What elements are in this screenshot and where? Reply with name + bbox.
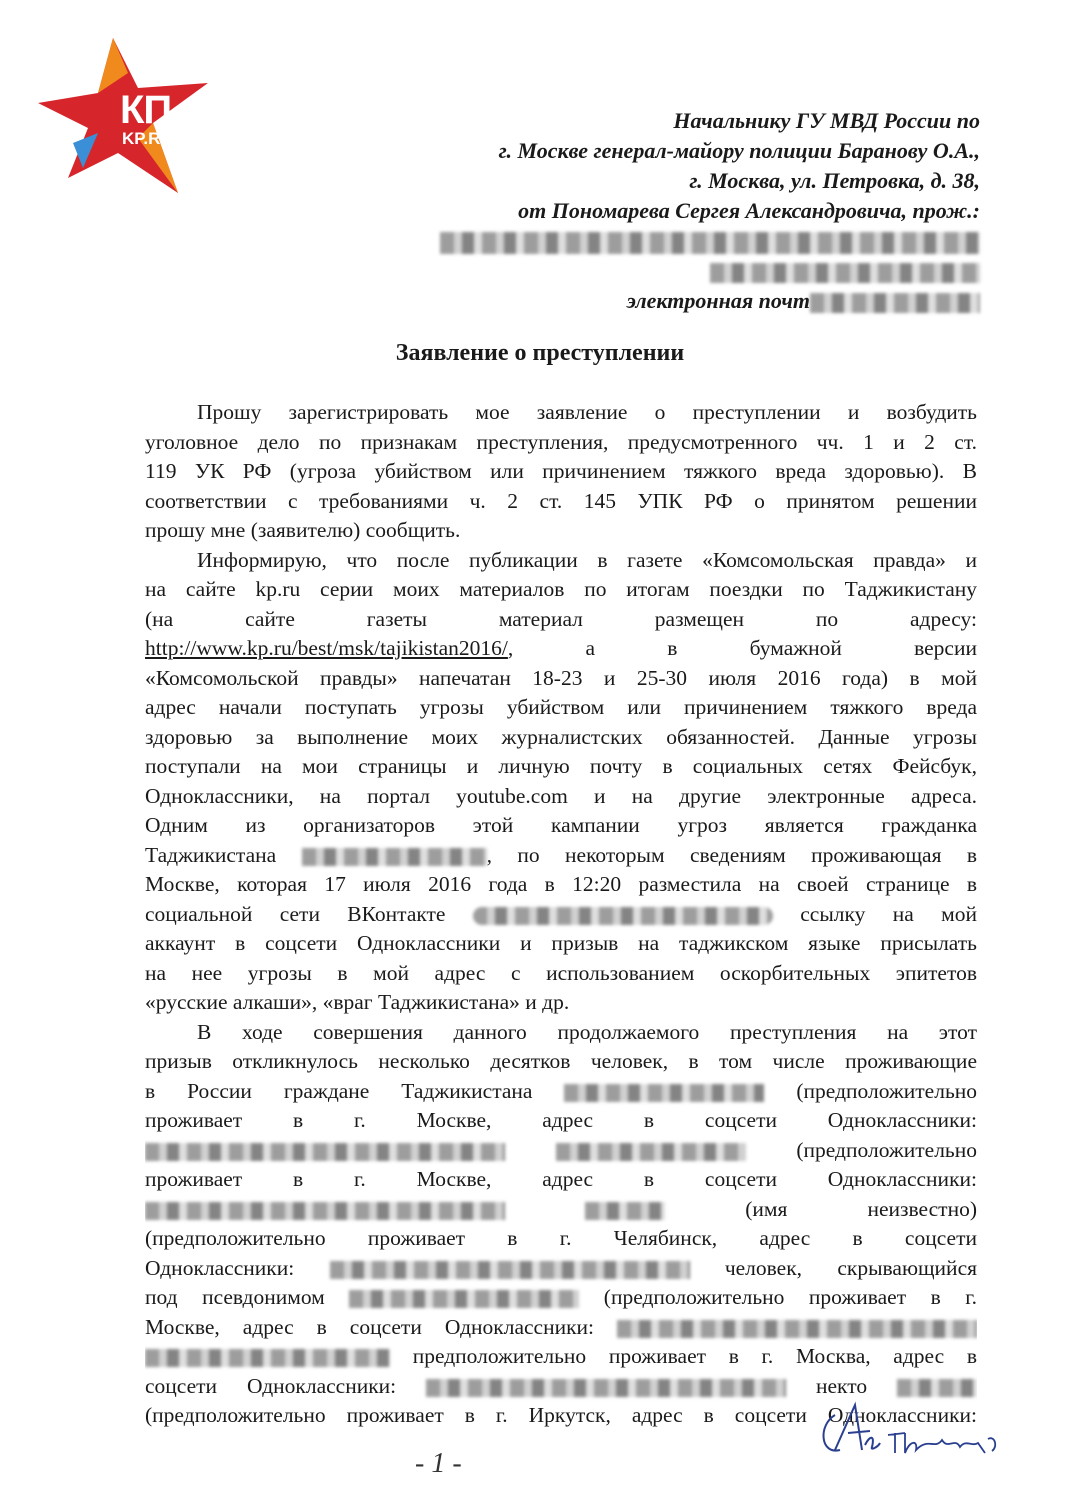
- handwritten-signature: [810, 1395, 1040, 1475]
- redacted-link: [473, 907, 773, 925]
- body-line: [145, 1313, 977, 1343]
- addressee-block: [440, 106, 980, 316]
- body-line: [145, 1342, 977, 1372]
- body-line: [145, 841, 977, 871]
- body-line: (предположительно проживает в г. Челябинск, адрес в соцсети: [145, 1226, 977, 1250]
- logo-kpru-text: KP.RU: [122, 129, 173, 148]
- document-title: Заявление о преступлении: [395, 340, 685, 366]
- body-line: здоровью за выполнение моих журналистских обязанностей. Данные угрозы: [145, 724, 977, 749]
- body-line: поступали на мои страницы и личную почту в социальных сетях Фейсбук,: [145, 754, 977, 778]
- redacted-name: [349, 1290, 579, 1308]
- body-text: некто: [816, 1373, 868, 1398]
- body-line: [145, 1136, 977, 1166]
- body-line: прошу мне (заявителю) сообщить.: [145, 518, 461, 542]
- redacted-link: [330, 1261, 690, 1279]
- logo-kp-text: КП: [120, 88, 172, 132]
- body-line: Одним из организаторов этой кампании угроз является гражданка: [145, 813, 977, 837]
- body-line: на нее угрозы в мой адрес с использованием оскорбительных эпитетов: [145, 960, 977, 985]
- body-line: [145, 634, 977, 664]
- body-line: адрес начали поступать угрозы убийством или причинением тяжкого вреда: [145, 695, 977, 719]
- body-line: [145, 1077, 977, 1107]
- addressee-line: г. Москва, ул. Петровка, д. 38,: [689, 168, 980, 193]
- body-line: «Комсомольской правды» напечатан 18-23 и 25-30 июля 2016 года) в мой: [145, 665, 977, 690]
- redacted-phone: [710, 263, 980, 283]
- body-text: , а в бумажной версии: [507, 636, 977, 660]
- body-text: социальной сети ВКонтакте: [145, 901, 446, 926]
- body-text: (предположительно: [796, 1137, 977, 1162]
- redacted-name: [302, 848, 487, 866]
- body-line: Информирую, что после публикации в газете «Комсомольская правда» и: [197, 547, 977, 572]
- redacted-email: [810, 293, 980, 313]
- addressee-line: Начальнику ГУ МВД России по: [673, 108, 980, 133]
- redacted-name: [556, 1143, 746, 1161]
- redacted-name: [564, 1084, 764, 1102]
- body-line: проживает в г. Москве, адрес в соцсети Одноклассники:: [145, 1108, 977, 1132]
- redacted-link: [426, 1379, 786, 1397]
- body-line: 119 УК РФ (угроза убийством или причинением тяжкого вреда здоровью). В: [145, 459, 977, 483]
- body-text: Одноклассники:: [145, 1255, 295, 1280]
- body-line: В ходе совершения данного продолжаемого преступления на этот: [197, 1019, 977, 1044]
- addressee-line: г. Москве генерал-майору полиции Баранову О.А.,: [498, 138, 980, 163]
- document-body: [145, 398, 977, 1431]
- addressee-line: от Пономарева Сергея Александровича, прож.:: [518, 198, 980, 223]
- body-text: ссылку на мой: [800, 901, 977, 926]
- body-line: призыв откликнулось несколько десятков человек, в том числе проживающие: [145, 1049, 977, 1073]
- body-line: [145, 1283, 977, 1313]
- body-text: под псевдонимом: [145, 1285, 325, 1309]
- body-text: , по некоторым сведениям проживающая в: [486, 842, 977, 867]
- body-text: (предположительно: [796, 1078, 977, 1103]
- body-text: Москве, адрес в соцсети Одноклассники:: [145, 1314, 595, 1339]
- body-line: уголовное дело по признакам преступления, предусмотренного чч. 1 и 2 ст.: [145, 429, 977, 454]
- body-line: Москве, которая 17 июля 2016 года в 12:20 разместила на своей странице в: [145, 872, 977, 896]
- body-text: человек, скрывающийся: [724, 1255, 977, 1280]
- body-text: Таджикистана: [145, 842, 277, 867]
- redacted-link: [145, 1143, 505, 1161]
- body-line: [145, 1254, 977, 1284]
- redacted-link: [617, 1320, 977, 1338]
- body-text: (предположительно проживает в г.: [603, 1285, 977, 1309]
- body-line: соответствии с требованиями ч. 2 ст. 145 УПК РФ о принятом решении: [145, 488, 977, 513]
- redacted-name: [145, 1349, 390, 1367]
- body-line: Одноклассники, на портал youtube.com и на другие электронные адреса.: [145, 783, 977, 808]
- article-link[interactable]: http://www.kp.ru/best/msk/tajikistan2016/: [145, 636, 508, 660]
- redacted-link: [145, 1202, 505, 1220]
- body-line: проживает в г. Москве, адрес в соцсети Одноклассники:: [145, 1167, 977, 1191]
- page-number: - 1 -: [415, 1448, 462, 1479]
- body-line: (на сайте газеты материал размещен по адресу:: [145, 606, 977, 631]
- body-line: [145, 900, 977, 930]
- body-text: предположительно проживает в г. Москва, адрес в: [412, 1344, 977, 1368]
- body-line: (предположительно проживает в г. Иркутск, адрес в соцсети Одноклассники:: [145, 1403, 977, 1427]
- body-text: в России граждане Таджикистана: [145, 1078, 533, 1103]
- body-line: [145, 1195, 977, 1225]
- redacted-name: [585, 1202, 665, 1220]
- body-text: (имя неизвестно): [745, 1196, 977, 1221]
- body-line: Прошу зарегистрировать мое заявление о преступлении и возбудить: [197, 400, 977, 424]
- email-label: электронная почт: [626, 288, 810, 313]
- redacted-name: [897, 1379, 977, 1397]
- kp-logo: [28, 18, 218, 208]
- body-text: соцсети Одноклассники:: [145, 1373, 397, 1398]
- redacted-address: [440, 232, 980, 254]
- body-line: на сайте kp.ru серии моих материалов по итогам поездки по Таджикистану: [145, 577, 977, 601]
- body-line: «русские алкаши», «враг Таджикистана» и др.: [145, 990, 570, 1014]
- body-line: аккаунт в соцсети Одноклассники и призыв на таджикском языке присылать: [145, 931, 977, 955]
